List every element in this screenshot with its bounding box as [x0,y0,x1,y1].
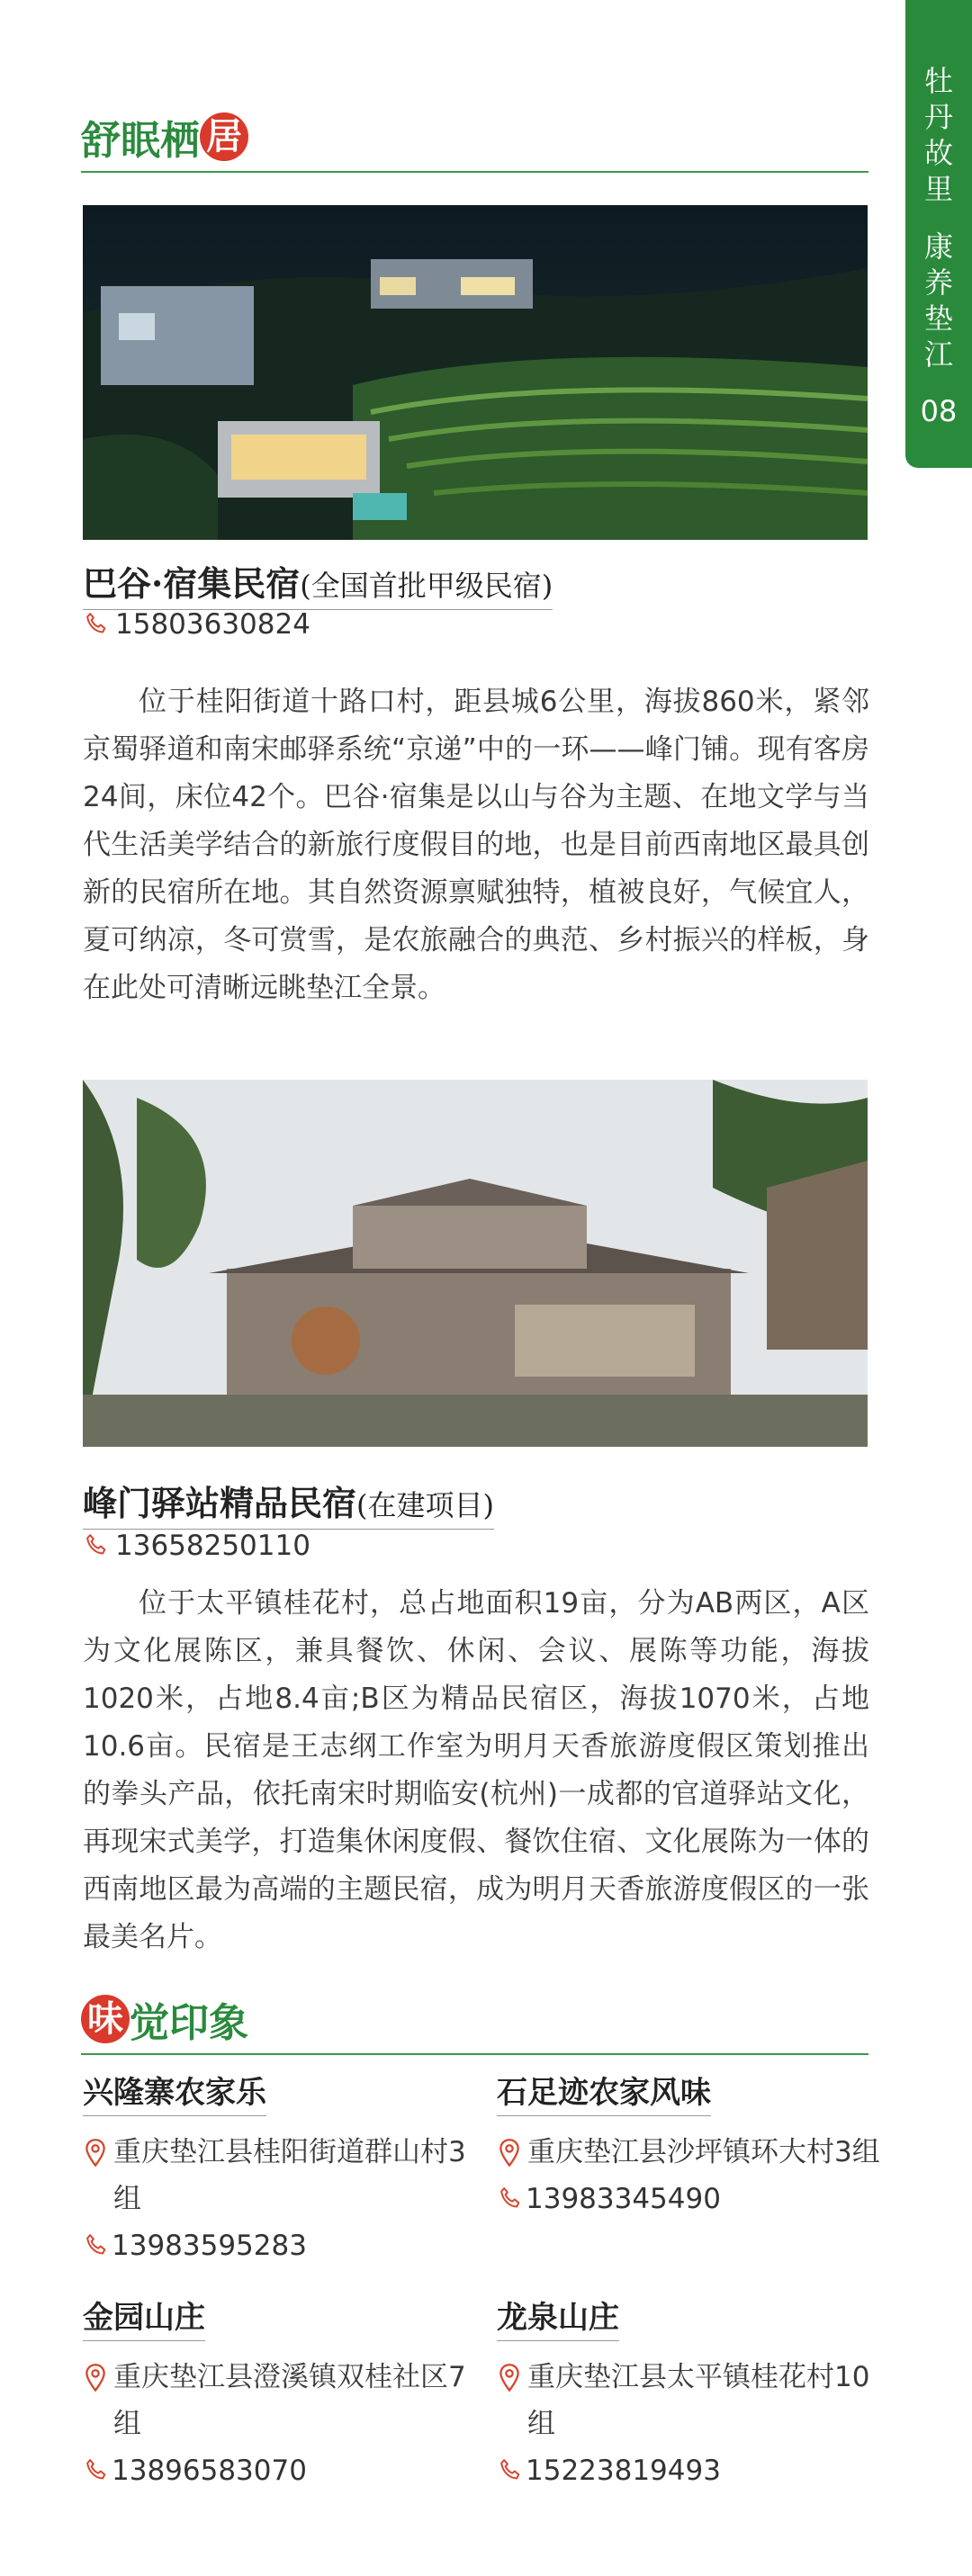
restaurant-card [497,2068,893,2215]
phone-icon [83,611,110,638]
venue-title-fengmen: 峰门驿站精品民宿(在建项目) [83,1476,494,1530]
phone-icon [497,2186,524,2212]
section-title: 舒眠栖 居 [81,108,248,166]
night-resort-image [83,205,868,540]
venue-phone-bagu[interactable]: 15803630824 [83,608,310,641]
phone-icon [497,2457,524,2484]
restaurant-name: 龙泉山庄 [497,2293,619,2341]
page-number: 08 [920,394,958,428]
venue-description-fengmen: 位于太平镇桂花村，总占地面积19亩，分为AB两区，A区为文化展陈区，兼具餐饮、休闲、会议、展陈等功能，海拔1020米，占地8.4亩;B区为精品民宿区，海拔1070米，占地10.6亩。民宿是王志纲工作室为明月天香旅游度假区策划推出的拳头产品，依托南宋时期临安(杭州)一成都的官道驿站文化，再现宋式美学，打造集休闲度假、餐饮住宿、文化展陈为一体的西南地区最为高端的主题民宿，成为明月天香旅游度假区的一张最美名片。 [83,1587,869,1953]
side-tab-title-2: 康 养 垫 江 [923,229,953,372]
venue-title-bagu: 巴谷·宿集民宿(全国首批甲级民宿) [83,556,553,610]
restaurant-card [83,2068,479,2262]
restaurant-name: 金园山庄 [83,2293,205,2341]
restaurant-phone[interactable]: 13983595283 [83,2230,479,2262]
location-pin-icon [83,2138,108,2168]
photo-bagu-resort [83,205,868,540]
restaurant-address: 重庆垫江县桂阳街道群山村3组 [83,2129,479,2222]
restaurant-name: 兴隆寨农家乐 [83,2068,266,2116]
side-tab [905,0,972,468]
location-pin-icon [83,2363,108,2393]
restaurant-card [83,2293,479,2487]
lodge-render-image [83,1080,868,1447]
location-pin-icon [497,2138,522,2168]
venue-description-bagu: 位于桂阳街道十路口村，距县城6公里，海拔860米，紧邻京蜀驿道和南宋邮驿系统“京递”中的一环——峰门铺。现有客房24间，床位42个。巴谷·宿集是以山与谷为主题、在地文学与当代生活美学结合的新旅行度假目的地，也是目前西南地区最具创新的民宿所在地。其自然资源禀赋独特，植被良好，气候宜人，夏可纳凉，冬可赏雪，是农旅融合的典范、乡村振兴的样板，身在此处可清晰远眺垫江全景。 [83,686,869,1004]
section-header-food [81,1997,868,2055]
photo-fengmen-lodge [83,1080,868,1447]
title-badge: 居 [200,112,248,161]
restaurant-address: 重庆垫江县沙坪镇环大村3组 [497,2129,893,2176]
restaurant-phone[interactable]: 13896583070 [83,2455,479,2487]
restaurant-name: 石足迹农家风味 [497,2068,711,2116]
restaurant-address: 重庆垫江县澄溪镇双桂社区7组 [83,2354,479,2447]
restaurant-address: 重庆垫江县太平镇桂花村10组 [497,2354,893,2447]
section-title: 味 觉印象 [81,1990,248,2048]
title-badge: 味 [81,1995,130,2043]
section-header-lodging [81,115,868,173]
restaurant-phone[interactable]: 15223819493 [497,2455,893,2487]
section-rule [81,171,868,173]
phone-icon [83,2232,110,2259]
section-rule [81,2053,868,2055]
phone-icon [83,1532,110,1559]
venue-phone-fengmen[interactable]: 13658250110 [83,1530,310,1562]
restaurant-phone[interactable]: 13983345490 [497,2183,893,2215]
restaurant-card [497,2293,893,2487]
side-tab-title-1: 牡 丹 故 里 [923,64,953,206]
location-pin-icon [497,2363,522,2393]
phone-icon [83,2457,110,2484]
